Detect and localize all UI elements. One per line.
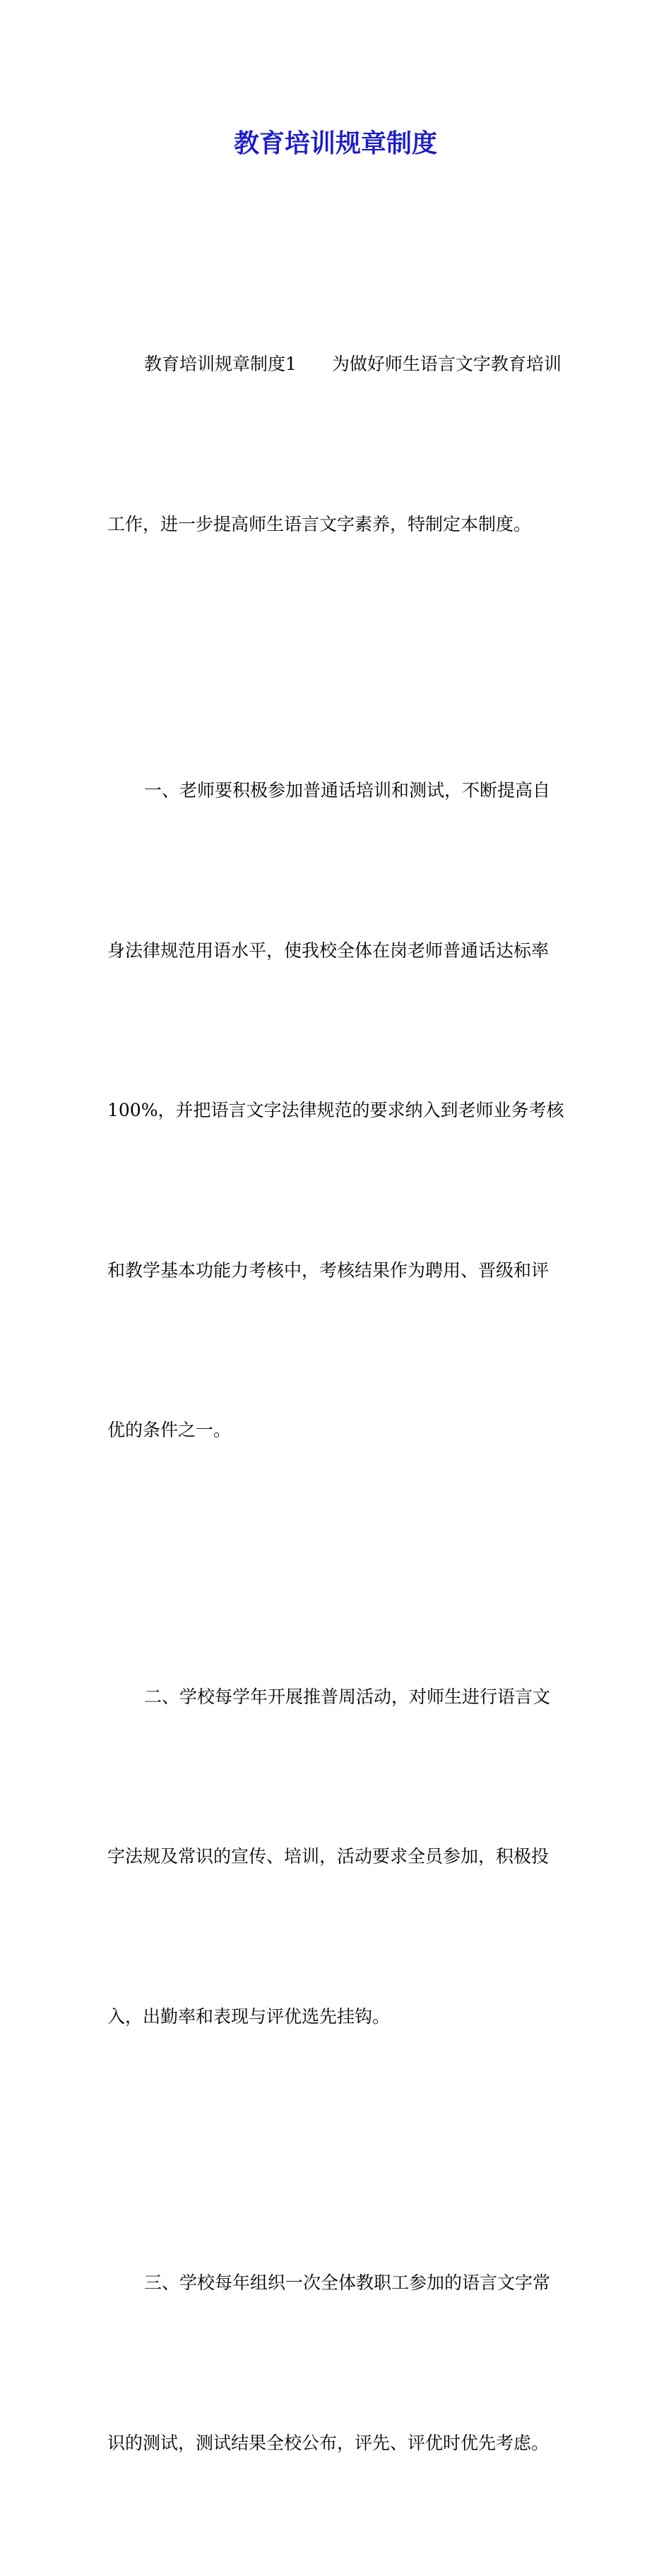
document-body	[107, 231, 564, 2576]
text-line: 二、学校每学年开展推普周活动，对师生进行语言文	[144, 1686, 551, 1707]
text-line: 身法律规范用语水平，使我校全体在岗老师普通话达标率	[107, 940, 550, 961]
text-line: 三、学校每年组织一次全体教职工参加的语言文字常	[144, 2272, 551, 2293]
text-line: 一、老师要积极参加普通话培训和测试，不断提高自	[144, 780, 551, 801]
paragraph-item-2	[107, 1564, 564, 2150]
text-line: 入，出勤率和表现与评优选先挂钩。	[107, 2006, 391, 2027]
text-line: 教育培训规章制度1 为做好师生语言文字教育培训	[144, 354, 562, 374]
text-line: 字法规及常识的宣传、培训，活动要求全员参加，积极投	[107, 1846, 550, 1867]
paragraph-intro	[107, 231, 564, 657]
paragraph-item-1	[107, 657, 564, 1564]
text-line: 工作，进一步提高师生语言文字素养，特制定本制度。	[107, 513, 532, 534]
text-line: 识的测试，测试结果全校公布，评先、评优时优先考虑。	[107, 2432, 550, 2453]
paragraph-item-3	[107, 2150, 564, 2576]
text-line: 和教学基本功能力考核中，考核结果作为聘用、晋级和评	[107, 1259, 550, 1281]
document-title: 教育培训规章制度	[233, 128, 437, 158]
text-line: 优的条件之一。	[107, 1420, 232, 1440]
text-line: 100%，并把语言文字法律规范的要求纳入到老师业务考核	[107, 1100, 564, 1120]
